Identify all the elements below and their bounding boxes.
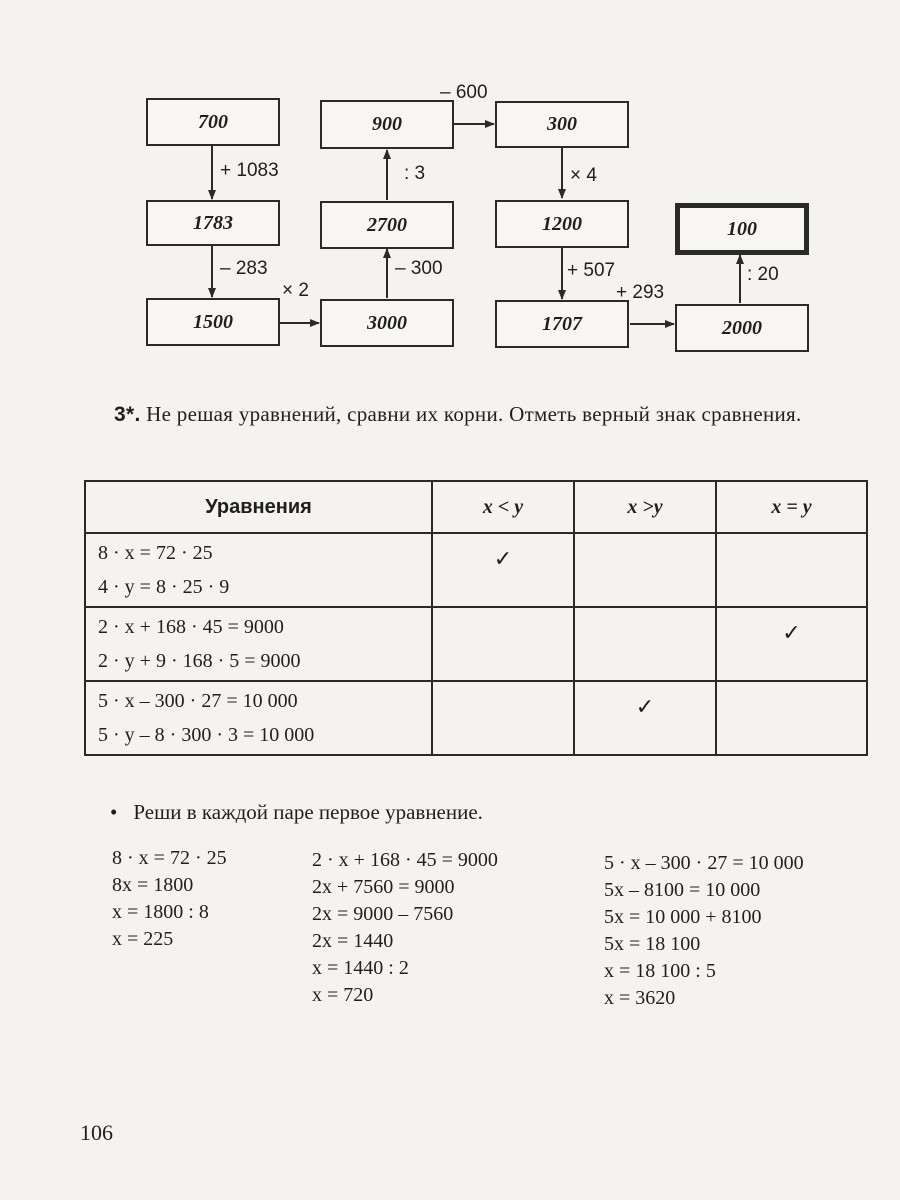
solution-line: x = 1440 : 2 [312, 957, 409, 979]
op-div-3: : 3 [404, 163, 426, 184]
chain-box-1500: 1500 [146, 298, 280, 346]
equation-pair [85, 607, 432, 681]
cell-x-less-y[interactable] [432, 607, 574, 681]
task-text: Не решая уравнений, сравни их корни. Отметь верный знак сравнения. [146, 402, 802, 426]
op-plus-1083: + 1083 [220, 160, 279, 181]
solution-line: 2 · x + 168 · 45 = 9000 [312, 849, 498, 871]
chain-box-100: 100 [675, 203, 809, 255]
op-minus-600: – 600 [440, 82, 488, 103]
table-row [85, 533, 867, 607]
op-plus-293: + 293 [616, 282, 665, 303]
chain-box-900: 900 [320, 100, 454, 149]
solution-column-2 [312, 847, 498, 1009]
solution-column-1 [112, 845, 227, 953]
table-row [85, 607, 867, 681]
solution-column-3 [604, 850, 804, 1012]
solution-line: x = 225 [112, 928, 174, 950]
solution-line: 5x – 8100 = 10 000 [604, 879, 761, 901]
chain-box-300: 300 [495, 101, 629, 148]
chain-box-1707: 1707 [495, 300, 629, 348]
solution-line: 2x + 7560 = 9000 [312, 876, 455, 898]
task-number: 3*. [114, 403, 141, 426]
solution-line: 8 · x = 72 · 25 [112, 847, 227, 869]
op-div-20: : 20 [747, 264, 779, 285]
solution-line: 5x = 18 100 [604, 933, 701, 955]
solution-line: 2x = 9000 – 7560 [312, 903, 454, 925]
op-plus-507: + 507 [567, 260, 616, 281]
equation-y: 5 · y – 8 · 300 · 3 = 10 000 [98, 724, 315, 746]
equation-y: 2 · y + 9 · 168 · 5 = 9000 [98, 650, 301, 672]
header-x-less-y: x < y [432, 481, 574, 533]
solution-line: x = 3620 [604, 987, 676, 1009]
bullet-text: Реши в каждой паре первое уравнение. [133, 800, 483, 824]
op-times-4: × 4 [570, 165, 597, 186]
header-x-greater-y: x >y [574, 481, 716, 533]
chain-box-1783: 1783 [146, 200, 280, 246]
task-3 [114, 398, 874, 431]
solution-line: x = 1800 : 8 [112, 901, 209, 923]
solution-line: 8x = 1800 [112, 874, 194, 896]
chain-box-2700: 2700 [320, 201, 454, 249]
cell-x-equals-y[interactable] [716, 681, 867, 755]
chain-box-2000: 2000 [675, 304, 809, 352]
cell-x-less-y[interactable] [432, 681, 574, 755]
op-minus-300: – 300 [395, 258, 443, 279]
chain-box-1200: 1200 [495, 200, 629, 248]
op-minus-283: – 283 [220, 258, 268, 279]
equation-x: 2 · x + 168 · 45 = 9000 [98, 616, 284, 638]
cell-x-equals-y[interactable]: ✓ [716, 607, 867, 681]
solution-line: 5 · x – 300 · 27 = 10 000 [604, 852, 804, 874]
equation-pair [85, 533, 432, 607]
solution-line: 2x = 1440 [312, 930, 394, 952]
comparison-table [84, 480, 868, 756]
header-equations: Уравнения [85, 481, 432, 533]
equation-x: 5 · x – 300 · 27 = 10 000 [98, 690, 298, 712]
cell-x-greater-y[interactable]: ✓ [574, 681, 716, 755]
solution-line: x = 18 100 : 5 [604, 960, 716, 982]
equation-x: 8 · x = 72 · 25 [98, 542, 213, 564]
header-x-equals-y: x = y [716, 481, 867, 533]
cell-x-greater-y[interactable] [574, 607, 716, 681]
bullet-instruction [110, 800, 483, 825]
cell-x-greater-y[interactable] [574, 533, 716, 607]
page-number: 106 [80, 1120, 113, 1145]
table-row [85, 681, 867, 755]
cell-x-less-y[interactable]: ✓ [432, 533, 574, 607]
bullet-icon: • [110, 800, 118, 824]
op-times-2: × 2 [282, 280, 309, 301]
solution-line: 5x = 10 000 + 8100 [604, 906, 762, 928]
table-header-row [85, 481, 867, 533]
equation-y: 4 · y = 8 · 25 · 9 [98, 576, 230, 598]
solution-line: x = 720 [312, 984, 374, 1006]
equation-pair [85, 681, 432, 755]
chain-box-700: 700 [146, 98, 280, 146]
chain-box-3000: 3000 [320, 299, 454, 347]
cell-x-equals-y[interactable] [716, 533, 867, 607]
